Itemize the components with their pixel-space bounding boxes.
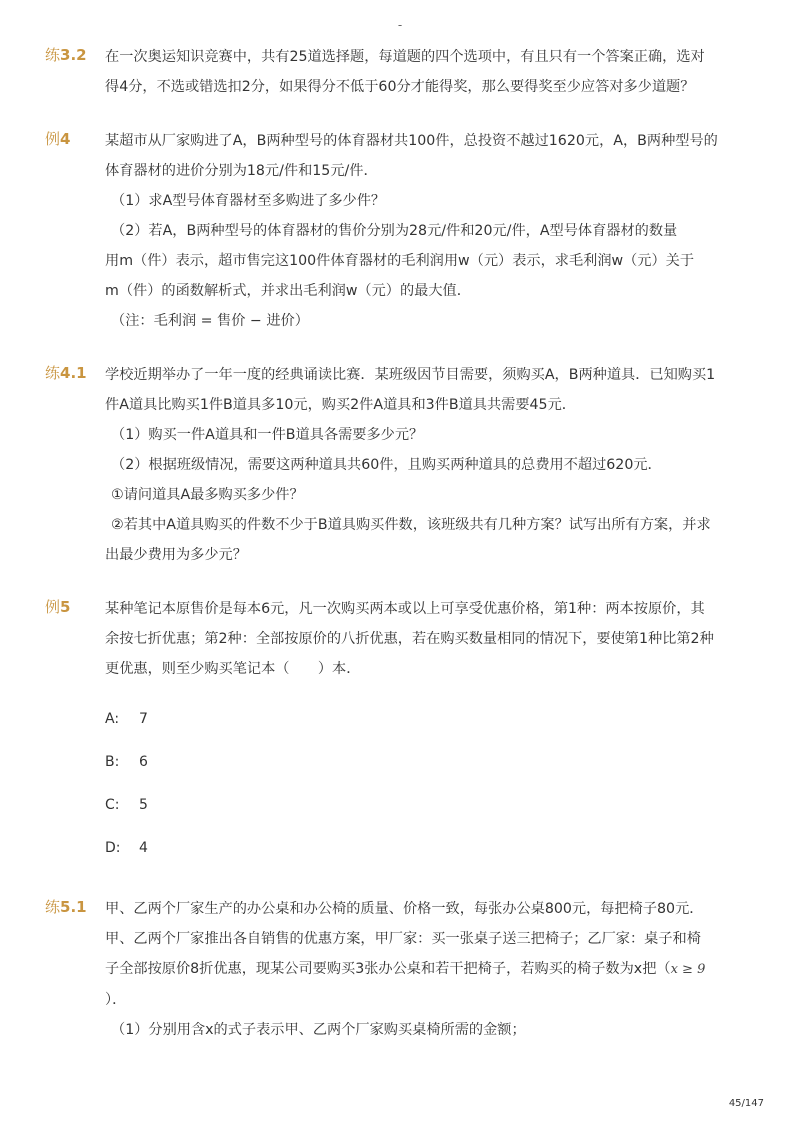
problem-body [105,894,725,1045]
text-line: 甲、乙两个厂家生产的办公桌和办公椅的质量、价格一致，每张办公桌800元，每把椅子80元． [105,901,704,917]
option-value: 5 [139,797,148,813]
problem-body [105,594,725,684]
option-d [105,827,725,870]
option-letter: B: [105,754,120,770]
text-line: ）． [105,992,127,1008]
text-line: 用m（件）表示，超市售完这100件体育器材的毛利润用w（元）表示，求毛利润w（元）关于 [105,253,695,269]
problem-tag [45,128,103,149]
problem-kind: 练 [45,898,61,916]
option-value: 6 [139,754,148,770]
sub-question: （1）求A型号体育器材至多购进了多少件？ [111,193,386,209]
problem-kind: 练 [45,46,61,64]
sub-question: （2）若A，B两种型号的体育器材的售价分别为28元/件和20元/件，A型号体育器材的数量 [111,223,678,239]
problem-tag [45,44,103,65]
problem-kind: 例 [45,130,61,148]
sub-question: （1）购买一件A道具和一件B道具各需要多少元？ [111,427,424,443]
sub-question: （2）根据班级情况，需要这两种道具共60件，且购买两种道具的总费用不超过620元． [111,457,662,473]
text-line: 更优惠，则至少购买笔记本（ ）本． [105,661,361,677]
problem-kind: 例 [45,598,61,616]
text-line: 件A道具比购买1件B道具多10元，购买2件A道具和3件B道具共需要45元． [105,397,576,413]
text-line: 学校近期举办了一年一度的经典诵读比赛．某班级因节目需要，须购买A，B两种道具．已知购买1 [105,367,716,383]
text-line: 余按七折优惠；第2种：全部按原价的八折优惠，若在购买数量相同的情况下，要使第1种比第2种 [105,631,714,647]
text-line: 得4分，不选或错选扣2分，如果得分不低于60分才能得奖，那么要得奖至少应答对多少道题？ [105,79,695,95]
inline-math: x ≥ 9 [670,962,706,977]
problem-kind: 练 [45,364,61,382]
text-line: m（件）的函数解析式，并求出毛利润w（元）的最大值． [105,283,471,299]
problem-tag [45,596,103,617]
problem-body [105,126,725,336]
text-line: 在一次奥运知识竞赛中，共有25道选择题，每道题的四个选项中，有且只有一个答案正确，选对 [105,49,705,65]
option-letter: A: [105,711,120,727]
text-segment: 子全部按原价8折优惠，现某公司要购买3张办公桌和若干把椅子，若购买的椅子数为x把（ [105,961,671,977]
note-line: （注：毛利润 = 售价 − 进价） [111,313,309,329]
option-letter: D: [105,840,121,856]
problem-number: 4 [60,130,71,148]
problem-body [105,42,725,102]
option-letter: C: [105,797,120,813]
option-value: 4 [139,840,148,856]
page-top-mark: - [397,18,403,32]
text-line: 出最少费用为多少元？ [105,547,247,563]
problem-5-1 [45,894,725,1045]
sub-question: （1）分别用含x的式子表示甲、乙两个厂家购买桌椅所需的金额； [111,1022,526,1038]
problem-body [105,360,725,570]
problem-4-1 [45,360,725,570]
problem-example-5 [45,594,725,870]
text-line [105,954,725,985]
text-line: 体育器材的进价分别为18元/件和15元/件． [105,163,378,179]
page-number: 45/147 [728,1098,764,1109]
problem-tag [45,362,103,383]
option-b [105,741,725,784]
document-content [45,42,725,1069]
sub-question: ①请问道具A最多购买多少件？ [111,487,304,503]
problem-number: 5 [60,598,71,616]
problem-tag [45,896,103,917]
option-c [105,784,725,827]
text-line: 某超市从厂家购进了A，B两种型号的体育器材共100件，总投资不越过1620元，A，B两种型号的 [105,133,718,149]
option-value: 7 [139,711,148,727]
answer-options [105,698,725,870]
problem-example-4 [45,126,725,336]
option-a [105,698,725,741]
text-line: 甲、乙两个厂家推出各自销售的优惠方案，甲厂家：买一张桌子送三把椅子；乙厂家：桌子和椅 [105,931,701,947]
sub-question: ②若其中A道具购买的件数不少于B道具购买件数，该班级共有几种方案？试写出所有方案，并求 [111,517,711,533]
problem-number: 4.1 [60,364,87,382]
problem-number: 3.2 [60,46,87,64]
problem-number: 5.1 [60,898,87,916]
problem-3-2 [45,42,725,102]
text-line: 某种笔记本原售价是每本6元，凡一次购买两本或以上可享受优惠价格，第1种：两本按原价，其 [105,601,705,617]
